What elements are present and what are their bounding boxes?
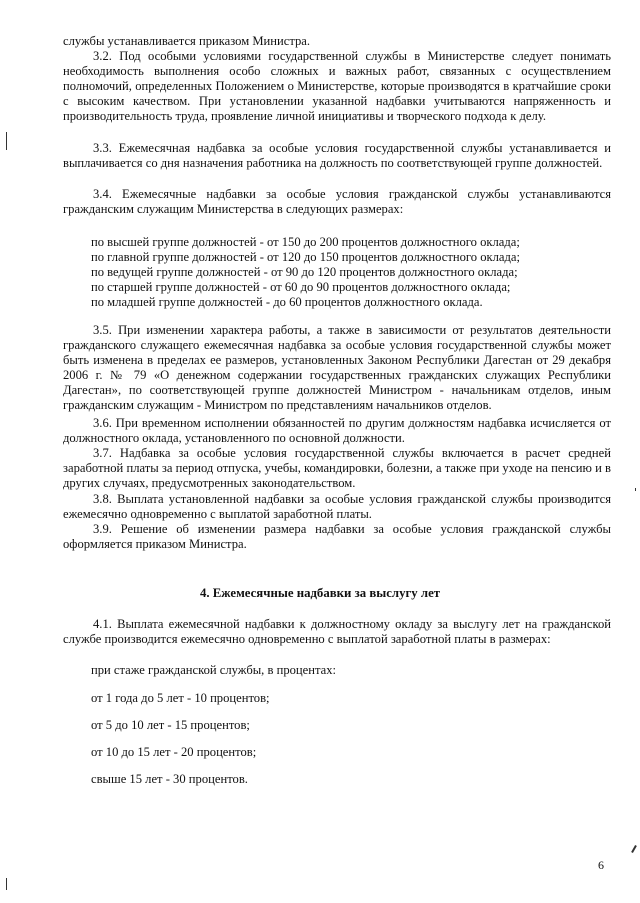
stazh-list-item: от 10 до 15 лет - 20 процентов; xyxy=(91,745,257,759)
paragraph-3-4-text: 3.4. Ежемесячные надбавки за особые условия гражданской службы устанавливаются гражданским служащим Министерства в следующих размерах: xyxy=(63,187,611,217)
group-list-item: по младшей группе должностей - до 60 процентов должностного оклада. xyxy=(91,295,483,309)
paragraph-3-7 xyxy=(63,446,611,491)
paragraph-3-7-text: 3.7. Надбавка за особые условия государственной службы включается в расчет средней заработной платы за период отпуска, учебы, командировки, болезни, а также при уходе на пенсию и в других случаях, предусмотренных законодательством. xyxy=(63,446,611,491)
scan-mark xyxy=(6,132,7,150)
paragraph-3-9 xyxy=(63,522,611,552)
paragraph-4-1 xyxy=(63,617,611,647)
stazh-list-item: от 1 года до 5 лет - 10 процентов; xyxy=(91,691,270,705)
section-4-heading: 4. Ежемесячные надбавки за выслугу лет xyxy=(199,586,441,600)
paragraph-3-4 xyxy=(63,187,611,217)
stazh-intro: при стаже гражданской службы, в процентах: xyxy=(91,663,337,677)
scan-mark xyxy=(6,878,7,890)
paragraph-3-6 xyxy=(63,416,611,446)
scan-mark xyxy=(635,488,636,491)
paragraph-3-3 xyxy=(63,141,611,171)
stazh-list-item: свыше 15 лет - 30 процентов. xyxy=(91,772,248,786)
paragraph-4-1-text: 4.1. Выплата ежемесячной надбавки к должностному окладу за выслугу лет на гражданской службе производится ежемесячно одновременно с выплатой заработной платы в размерах: xyxy=(63,617,611,647)
paragraph-3-9-text: 3.9. Решение об изменении размера надбавки за особые условия гражданской службы оформляется приказом Министра. xyxy=(63,522,611,552)
group-list-item: по старшей группе должностей - от 60 до 90 процентов должностного оклада; xyxy=(91,280,511,294)
paragraph-3-8-text: 3.8. Выплата установленной надбавки за особые условия гражданской службы производится ежемесячно одновременно с выплатой заработной платы. xyxy=(63,492,611,522)
stazh-list-item: от 5 до 10 лет - 15 процентов; xyxy=(91,718,250,732)
page-number: 6 xyxy=(598,858,604,872)
group-list-item: по высшей группе должностей - от 150 до 200 процентов должностного оклада; xyxy=(91,235,520,249)
group-list-item: по ведущей группе должностей - от 90 до 120 процентов должностного оклада; xyxy=(91,265,518,279)
paragraph-3-2 xyxy=(63,49,611,124)
paragraph-3-5 xyxy=(63,323,611,414)
paragraph-3-8 xyxy=(63,492,611,522)
paragraph-3-2-text: 3.2. Под особыми условиями государственной службы в Министерстве следует понимать необходимость выполнения особо сложных и важных работ, связанных с осуществлением полномочий, определенных Положением о Министерстве, которые производятся в кратчайшие сроки с высоким качеством. При установлении указанной надбавки учитываются напряженность и производительность труда, проявление личной инициативы и творческого подхода к делу. xyxy=(63,49,611,124)
continuation-line: службы устанавливается приказом Министра. xyxy=(63,34,311,48)
scan-mark xyxy=(631,845,637,853)
paragraph-3-3-text: 3.3. Ежемесячная надбавка за особые условия государственной службы устанавливается и выплачивается со дня назначения работника на должность по соответствующей группе должностей. xyxy=(63,141,611,171)
paragraph-3-5-text: 3.5. При изменении характера работы, а также в зависимости от результатов деятельности гражданского служащего ежемесячная надбавка за особые условия государственной службы может быть изменена в пределах ее размеров, установленных Законом Республики Дагестан от 29 декабря 2006 г. № 79 «О денежном содержании государственных гражданских служащих Республики Дагестан», по соответствующей группе должностей Министром - начальникам отделов, иным гражданским служащим - Министром по представлениям начальников отделов. xyxy=(63,323,611,413)
paragraph-3-6-text: 3.6. При временном исполнении обязанностей по другим должностям надбавка исчисляется от должностного оклада, установленного по основной должности. xyxy=(63,416,611,446)
group-list-item: по главной группе должностей - от 120 до 150 процентов должностного оклада; xyxy=(91,250,520,264)
